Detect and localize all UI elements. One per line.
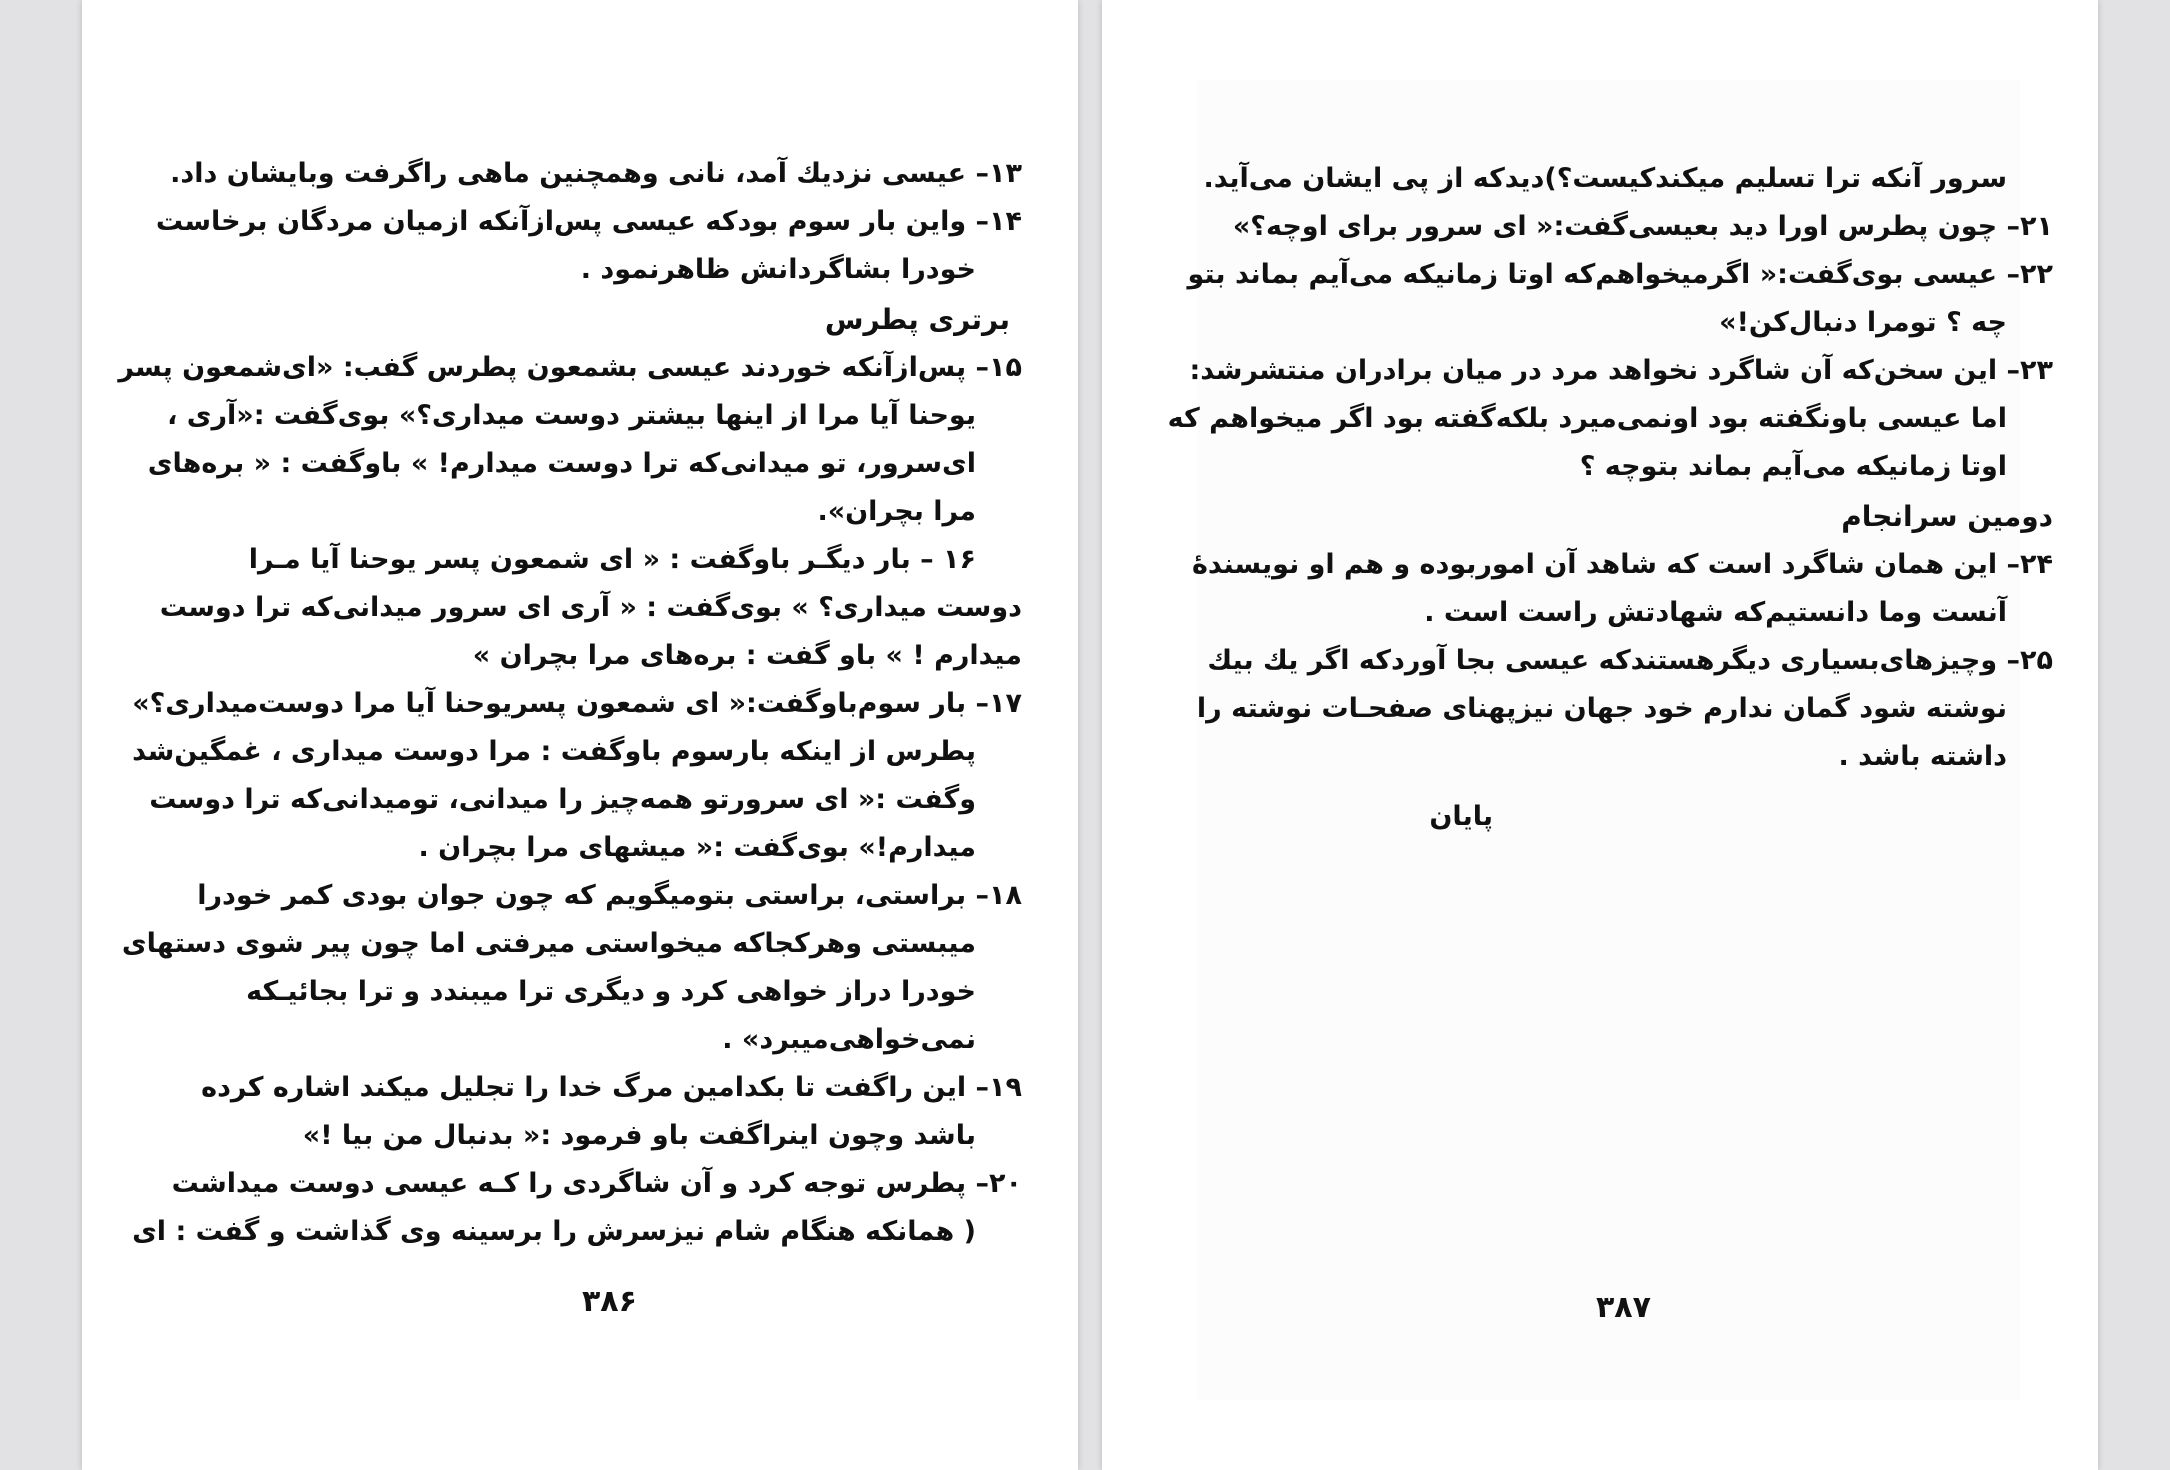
- text-line: اوتا زمانیکه می‌آیم بماند بتوچه ؟: [1579, 451, 2007, 482]
- section-heading: برتری پطرس: [824, 303, 1010, 336]
- text-line: میدارم ! » باو گفت : بره‌های مرا بچران »: [472, 640, 1022, 671]
- text-line: ( همانکه هنگام شام نیزسرش را برسینه وی گذاشت و گفت : ای: [132, 1216, 976, 1247]
- text-line: ۱۴– واین بار سوم بودکه عیسی پس‌ازآنکه ازمیان مردگان برخاست: [155, 206, 1022, 237]
- text-line: ۲۳– این سخن‌که آن شاگرد نخواهد مرد در میان برادران منتشرشد:: [1189, 355, 2053, 386]
- section-heading: دومین سرانجام: [1841, 500, 2053, 533]
- text-line: خودرا بشاگردانش ظاهرنمود .: [580, 254, 976, 285]
- text-line: ۲۱– چون پطرس اورا دید بعیسی‌گفت:« ای سرور برای اوچه؟»: [1232, 211, 2053, 242]
- text-line: ۱۳– عیسی نزدیك آمد، نانی وهمچنین ماهی راگرفت وبایشان داد.: [170, 158, 1022, 189]
- text-line: ۱۷– بار سوم‌باوگفت:« ای شمعون پسریوحنا آیا مرا دوست‌میداری؟»: [132, 688, 1022, 719]
- text-line: خودرا دراز خواهی کرد و دیگری ترا میبندد و ترا بجائیـکه: [246, 976, 976, 1007]
- text-line: چه ؟ تومرا دنبال‌کن!»: [1719, 307, 2007, 338]
- text-line: ۲۰– پطرس توجه کرد و آن شاگردی را کـه عیسی دوست میداشت: [171, 1168, 1022, 1199]
- text-line: داشته باشد .: [1838, 741, 2007, 772]
- text-line: یوحنا آیا مرا از اینها بیشتر دوست میداری؟» بوی‌گفت :«آری ،: [167, 400, 976, 431]
- left-page-text: [118, 150, 1022, 1256]
- text-line: ۱۵– پس‌ازآنکه خوردند عیسی بشمعون پطرس گفب: «ای‌شمعون پسر: [118, 352, 1022, 383]
- text-line: نمی‌خواهی‌میبرد» .: [722, 1024, 976, 1055]
- text-line: سرور آنکه ترا تسلیم میکندکیست؟)دیدکه از پی ایشان می‌آید.: [1203, 163, 2007, 194]
- right-page: [1102, 0, 2098, 1470]
- text-line: ۱۸– براستی، براستی بتومیگویم که چون جوان بودی کمر خودرا: [197, 880, 1022, 911]
- text-line: ۱۶ – بار دیگـر باوگفت : « ای شمعون پسر یوحنا آیا مـرا: [248, 544, 976, 575]
- text-line: آنست وما دانستیم‌که شهادتش راست است .: [1424, 597, 2007, 628]
- text-line: پطرس از اینکه بارسوم باوگفت : مرا دوست میداری ، غمگین‌شد: [132, 736, 976, 767]
- text-line: باشد وچون اینراگفت باو فرمود :« بدنبال من بیا !»: [302, 1120, 976, 1151]
- text-line: ۲۵– وچیزهای‌بسیاری دیگرهستندکه عیسی بجا آوردکه اگر یك بیك: [1207, 645, 2053, 676]
- text-line: میبستی وهرکجاکه میخواستی میرفتی اما چون پیر شوی دستهای: [121, 928, 976, 959]
- text-line: ۲۲– عیسی بوی‌گفت:« اگرمیخواهم‌که اوتا زمانیکه می‌آیم بماند بتو: [1187, 259, 2053, 290]
- text-line: میدارم!» بوی‌گفت :« میشهای مرا بچران .: [418, 832, 976, 863]
- left-page: [82, 0, 1078, 1470]
- text-line: ۱۹– این راگفت تا بکدامین مرگ خدا را تجلیل میکند اشاره کرده: [201, 1072, 1022, 1103]
- page-number: ۳۸۶: [582, 1284, 637, 1319]
- text-line: اما عیسی باونگفته بود اونمی‌میرد بلکه‌گفته بود اگر میخواهم که: [1167, 403, 2007, 434]
- end-mark: پایان: [1429, 801, 1493, 832]
- text-line: ۲۴– این همان شاگرد است که شاهد آن اموربوده و هم او نویسندهٔ: [1191, 549, 2053, 580]
- text-line: دوست میداری؟ » بوی‌گفت : « آری ای سرور میدانی‌که ترا دوست: [159, 592, 1022, 623]
- text-line: نوشته شود گمان ندارم خود جهان نیزپهنای صفحـات نوشته را: [1196, 693, 2007, 724]
- text-line: وگفت :« ای سرورتو همه‌چیز را میدانی، تومیدانی‌که ترا دوست: [149, 784, 976, 815]
- text-line: ای‌سرور، تو میدانی‌که ترا دوست میدارم! » باوگفت : « بره‌های: [147, 448, 976, 479]
- page-number: ۳۸۷: [1596, 1290, 1651, 1325]
- text-line: مرا بچران».: [817, 496, 976, 527]
- right-page-text: [1167, 155, 2053, 841]
